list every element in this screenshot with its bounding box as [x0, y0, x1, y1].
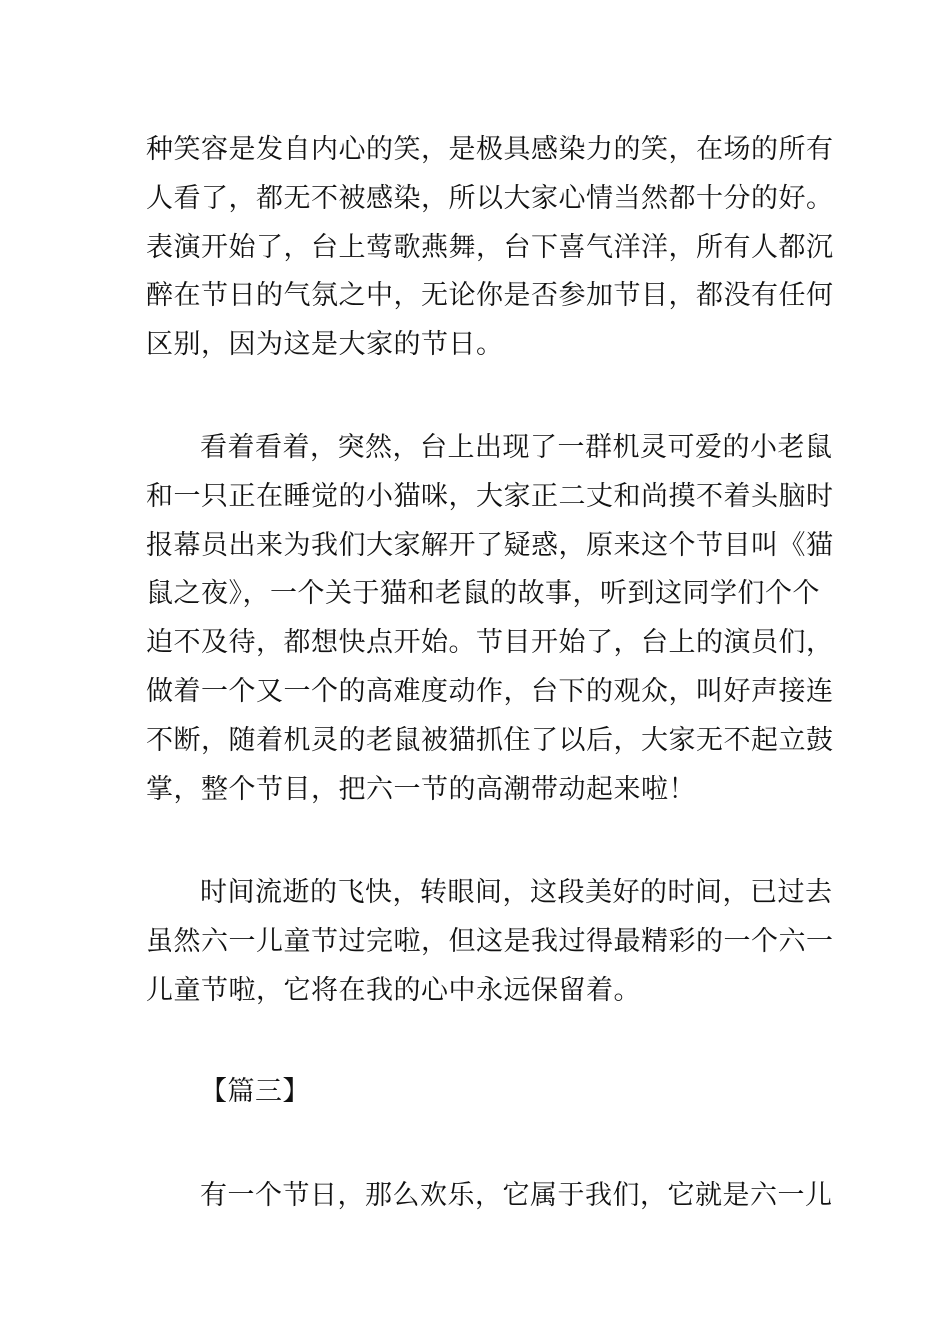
- paragraph-3: [146, 869, 834, 1015]
- paragraph-5: [146, 1172, 833, 1221]
- text-line: 看着看着，突然，台上出现了一群机灵可爱的小老鼠: [200, 432, 833, 463]
- text-line: 人看了，都无不被感染，所以大家心情当然都十分的好。: [146, 182, 834, 214]
- text-line: 醉在节日的气氛之中，无论你是否参加节目，都没有任何: [146, 280, 834, 312]
- text-line: 鼠之夜》，一个关于猫和老鼠的故事，听到这同学们个个: [146, 578, 820, 610]
- text-line: 虽然六一儿童节过完啦，但这是我过得最精彩的一个六一: [146, 925, 834, 957]
- section-heading: [146, 1068, 806, 1117]
- text-line: 区别，因为这是大家的节日。: [146, 329, 504, 361]
- text-line: 做着一个又一个的高难度动作，台下的观众，叫好声接连: [146, 675, 834, 707]
- text-line: 迫不及待，都想快点开始。节目开始了，台上的演员们，: [146, 627, 834, 659]
- paragraph-1: [146, 126, 834, 370]
- text-line: 有一个节日，那么欢乐，它属于我们，它就是六一儿: [200, 1180, 833, 1211]
- text-line: 时间流逝的飞快，转眼间，这段美好的时间，已过去: [200, 877, 833, 908]
- text-line: 儿童节啦，它将在我的心中永远保留着。: [146, 974, 641, 1006]
- text-line: 掌，整个节目，把六一节的高潮带动起来啦！: [146, 773, 696, 805]
- text-line: 和一只正在睡觉的小猫咪，大家正二丈和尚摸不着头脑时: [146, 480, 834, 512]
- text-line: 报幕员出来为我们大家解开了疑惑，原来这个节目叫《猫: [146, 529, 834, 561]
- text-line: 不断，随着机灵的老鼠被猫抓住了以后，大家无不起立鼓: [146, 724, 834, 756]
- text-line: 表演开始了，台上莺歌燕舞，台下喜气洋洋，所有人都沉: [146, 231, 834, 263]
- section-title: 【篇三】: [200, 1076, 310, 1107]
- paragraph-2: [146, 424, 834, 814]
- text-line: 种笑容是发自内心的笑，是极具感染力的笑，在场的所有: [146, 134, 834, 165]
